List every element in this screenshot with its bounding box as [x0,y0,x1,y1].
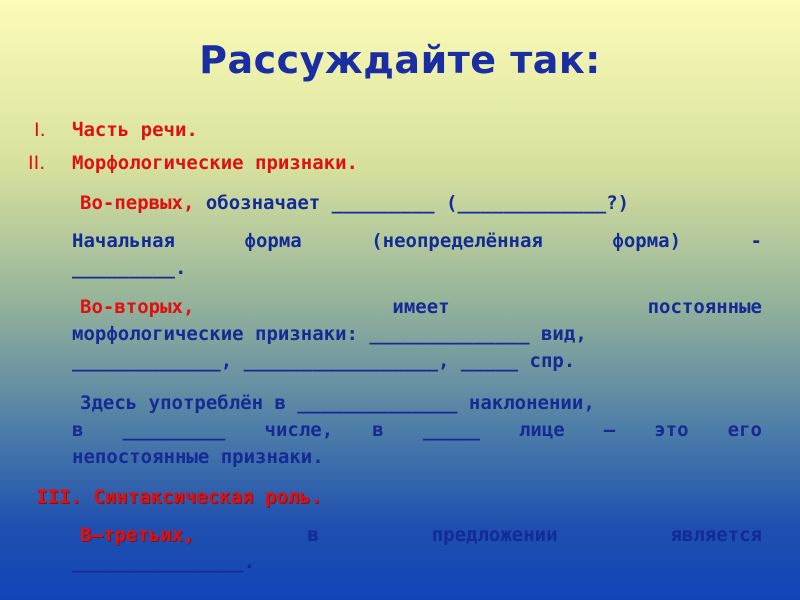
paragraph-here-line-3: непостоянные признаки. [72,446,324,468]
paragraph-second-line-2: морфологические признаки: ______________ вид, [72,323,587,345]
initial-form-line-2: _________. [72,257,187,279]
paragraph-first [80,190,629,217]
list-item-part-of-speech: Часть речи. [72,119,198,141]
initial-form-line-1: Начальная форма (неопределённая форма) - [72,230,762,252]
first-lead: Во-первых, [80,192,195,214]
paragraph-third-line-2: _______________. [72,551,256,573]
third-lead: В–третьих, [80,524,195,546]
slide-title: Рассуждайте так: [199,38,601,82]
second-lead: Во-вторых, [80,296,195,318]
list-number-2: II. [28,152,46,174]
paragraph-here-line-2: в _________ числе, в _____ лице – это его [72,419,762,441]
list-item-syntactic-role: III. Синтаксическая роль. [36,486,322,508]
paragraph-second-line-3: _____________, _________________, _____ спр. [72,350,576,372]
paragraph-here-line-1: Здесь употреблён в ______________ наклонении, [80,392,595,414]
list-number-1: I. [34,119,46,141]
list-item-morphological-features: Морфологические признаки. [72,152,358,174]
first-rest: обозначает _________ (_____________?) [194,192,630,214]
paragraph-third-line-1: В–третьих, в предложении является [80,522,762,549]
paragraph-second-line-1: Во-вторых, имеет постоянные [80,294,762,321]
